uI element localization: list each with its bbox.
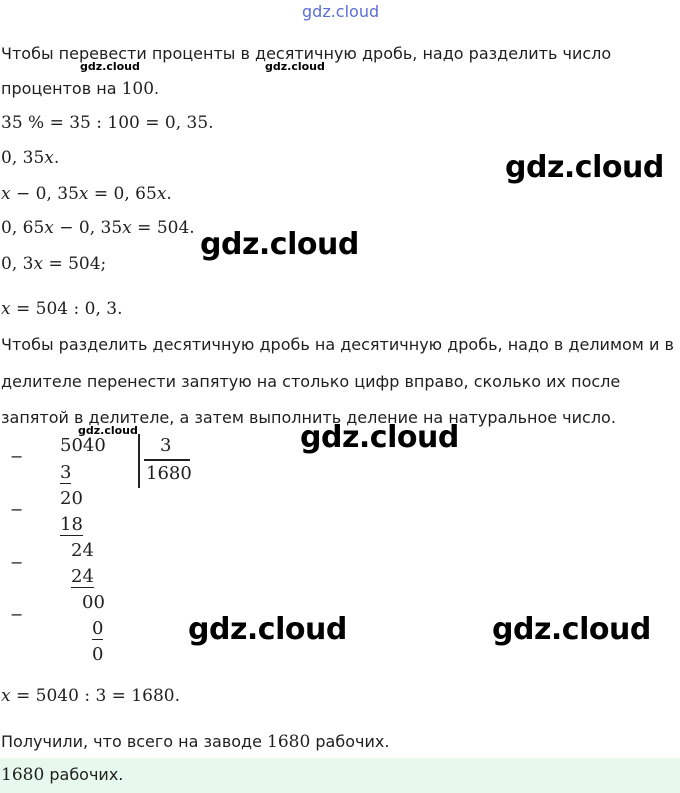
rule-text: процентов на [1,79,122,98]
step-remainder: 24 [71,540,94,561]
step-subtrahend [60,462,71,484]
answer-text: рабочих. [44,765,124,784]
eq-num: 0, 35 [1,148,45,168]
equation-result [1,686,180,706]
eq-var: x [1,184,11,204]
eq-var: x [1,299,11,319]
step-remainder: 00 [82,592,105,613]
eq-var: x [122,218,132,238]
eq-end: . [166,184,172,204]
watermark-large: gdz.cloud [300,420,459,455]
result-sentence [1,732,389,752]
eq-end: . [53,148,60,168]
eq-end: = 5040 : 3 = 1680. [10,686,180,706]
step-value: 0 [92,618,104,639]
result-text: Получили, что всего на заводе [1,732,268,751]
equation-remainder [1,184,172,204]
step-subtrahend [71,566,94,588]
eq-part: 0, 3 [1,254,34,274]
rule-percent-line-2 [1,79,159,99]
rule-division-line-1: Чтобы разделить десятичную дробь на десятичную дробь, надо в делимом и в [1,335,674,354]
eq-var: x [44,218,54,238]
watermark-small: gdz.cloud [80,60,140,73]
step-subtrahend [92,618,103,640]
equation-simplified [1,254,106,274]
division-bracket-vertical [138,434,140,488]
equation-difference [1,218,195,238]
divisor: 3 [160,435,172,456]
eq-part: 0, 65 [1,218,45,238]
rule-percent-line-1: Чтобы перевести проценты в десятичную дробь, надо разделить число [1,44,612,63]
result-text-end: рабочих. [310,732,390,751]
result-number: 1680 [267,732,311,752]
eq-var: x [1,686,11,706]
division-bracket-horizontal [144,459,190,461]
equation-solve [1,299,122,319]
watermark-top: gdz.cloud [302,2,380,21]
equation-part [1,148,59,168]
watermark-large: gdz.cloud [188,612,347,647]
eq-end: = 504. [131,218,195,238]
watermark-small: gdz.cloud [78,424,138,437]
eq-end: = 504; [43,254,107,274]
eq-end: = 504 : 0, 3. [10,299,123,319]
watermark-small: gdz.cloud [265,60,325,73]
answer-number: 1680 [1,765,45,785]
rule-division-line-2: делителе перенести запятую на столько цифр вправо, сколько их после [1,372,621,391]
minus-sign: − [10,447,24,466]
rule-end: . [154,79,160,98]
math-number: 100 [121,79,155,99]
minus-sign: − [10,500,24,519]
eq-var: x [156,184,167,204]
watermark-large: gdz.cloud [505,150,664,185]
eq-part: − 0, 35 [53,218,123,238]
quotient: 1680 [146,463,192,484]
eq-var: x [33,254,44,274]
watermark-large: gdz.cloud [200,227,359,262]
minus-sign: − [10,553,24,572]
eq-part: = 0, 65 [88,184,157,204]
step-value: 24 [71,566,94,587]
step-value: 18 [60,514,83,535]
answer-line [1,765,123,785]
minus-sign: − [10,605,24,624]
dividend: 5040 [60,435,106,456]
equation-percent: 35 % = 35 : 100 = 0, 35. [1,113,214,133]
answer-box [0,758,680,793]
watermark-large: gdz.cloud [492,612,651,647]
rule-division-line-3: запятой в делителе, а затем выполнить деление на натуральное число. [1,408,616,427]
eq-part: − 0, 35 [10,184,79,204]
eq-var: x [44,148,54,168]
step-value: 3 [60,462,72,483]
step-final-remainder: 0 [92,644,104,665]
step-remainder: 20 [60,488,83,509]
eq-var: x [78,184,89,204]
step-subtrahend [60,514,83,536]
